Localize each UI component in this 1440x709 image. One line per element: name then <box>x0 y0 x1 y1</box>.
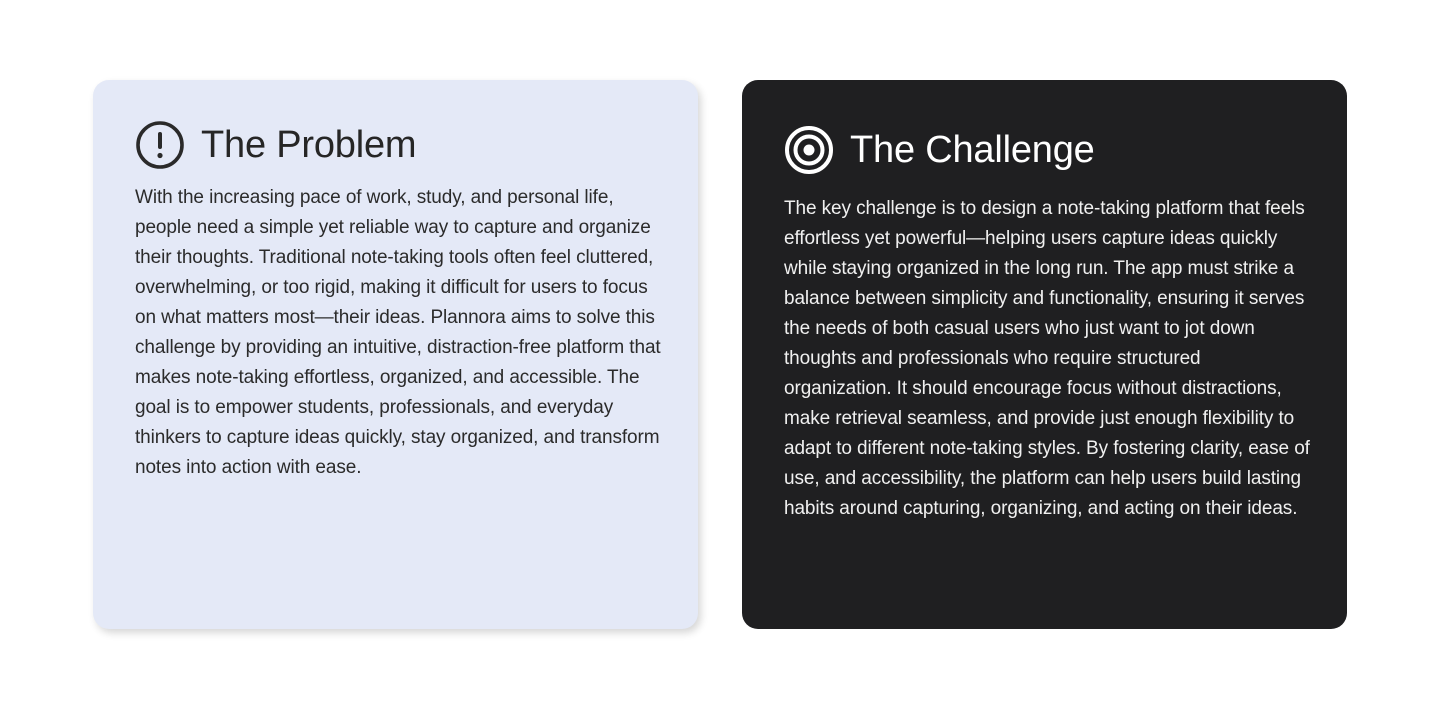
exclamation-circle-icon <box>135 120 185 170</box>
challenge-body: The key challenge is to design a note-taking platform that feels effortless yet powerful—helping users capture ideas quickly while staying organized in the long run. The app must strike a balance between simplicity and functionality, ensuring it serves the needs of both casual users who just want to jot down thoughts and professionals who require structured organization. It should encourage focus without distractions, make retrieval seamless, and provide just enough flexibility to adapt to different note-taking styles. By fostering clarity, ease of use, and accessibility, the platform can help users build lasting habits around capturing, organizing, and acting on their ideas. <box>784 198 1310 519</box>
challenge-header <box>784 125 1309 175</box>
target-icon <box>784 125 834 175</box>
problem-title: The Problem <box>201 124 417 166</box>
problem-card <box>93 80 698 629</box>
problem-header <box>135 120 660 170</box>
challenge-card <box>742 80 1347 629</box>
challenge-title: The Challenge <box>850 129 1095 171</box>
problem-body: With the increasing pace of work, study, and personal life, people need a simple yet reliable way to capture and organize their thoughts. Traditional note-taking tools often feel cluttered, overwhelming, or too rigid, making it difficult for users to focus on what matters most—their ideas. Plannora aims to solve this challenge by providing an intuitive, distraction-free platform that makes note-taking effortless, organized, and accessible. The goal is to empower students, professionals, and everyday thinkers to capture ideas quickly, stay organized, and transform notes into action with ease. <box>135 187 661 478</box>
